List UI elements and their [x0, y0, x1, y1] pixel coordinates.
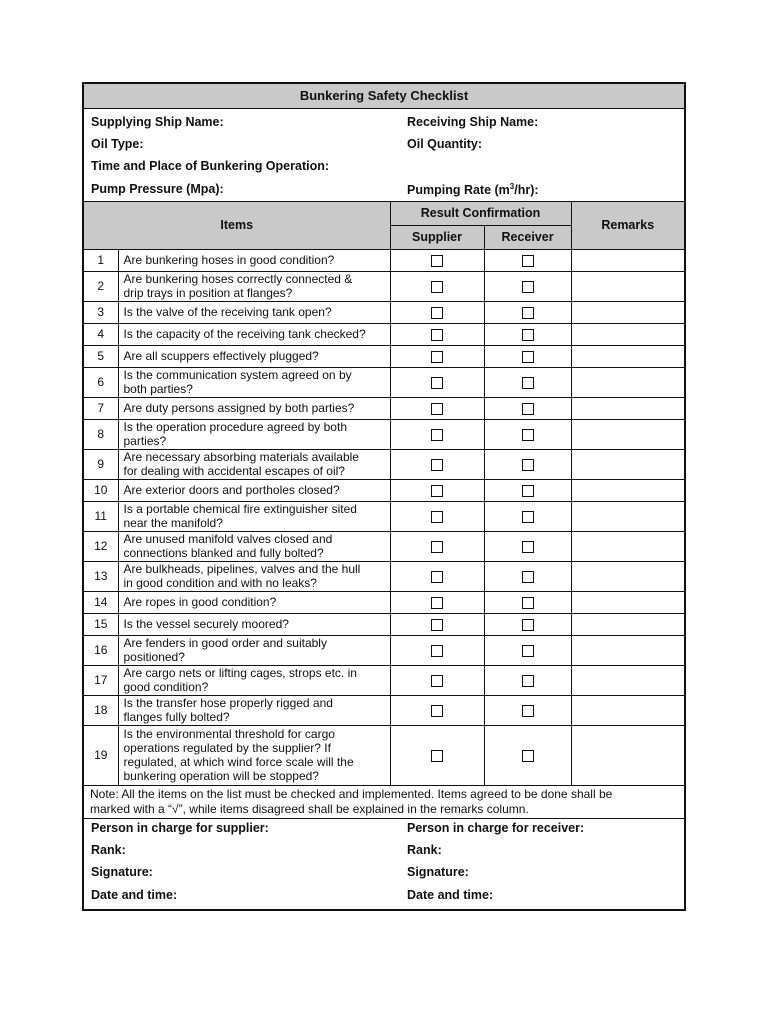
receiver-checkbox[interactable] — [522, 307, 534, 319]
item-question — [118, 323, 390, 345]
remarks-cell[interactable] — [571, 479, 684, 501]
receiver-check-cell — [484, 501, 571, 531]
supplier-checkbox[interactable] — [431, 619, 443, 631]
checklist-row — [84, 613, 684, 635]
supplier-check-cell — [390, 397, 484, 419]
supplier-checkbox[interactable] — [431, 459, 443, 471]
remarks-cell[interactable] — [571, 613, 684, 635]
item-question — [118, 249, 390, 271]
time-place-label: Time and Place of Bunkering Operation: — [91, 159, 330, 173]
item-question-line: Is the capacity of the receiving tank checked? — [123, 327, 366, 341]
supplier-checkbox[interactable] — [431, 329, 443, 341]
form-title: Bunkering Safety Checklist — [84, 84, 684, 109]
item-question-line: Are fenders in good order and suitably — [123, 636, 327, 650]
checklist-row — [84, 561, 684, 591]
item-number: 3 — [84, 301, 118, 323]
item-number: 17 — [84, 665, 118, 695]
checklist-row — [84, 479, 684, 501]
receiver-checkbox[interactable] — [522, 429, 534, 441]
item-question-line: near the manifold? — [123, 516, 223, 530]
supplier-checkbox[interactable] — [431, 511, 443, 523]
supplier-checkbox[interactable] — [431, 645, 443, 657]
receiver-checkbox[interactable] — [522, 645, 534, 657]
receiver-check-cell — [484, 561, 571, 591]
receiver-check-cell — [484, 665, 571, 695]
remarks-cell[interactable] — [571, 345, 684, 367]
item-question — [118, 271, 390, 301]
item-question — [118, 501, 390, 531]
item-question-line: Is a portable chemical fire extinguisher sited — [123, 502, 357, 516]
receiver-checkbox[interactable] — [522, 619, 534, 631]
item-question — [118, 367, 390, 397]
item-question-line: flanges fully bolted? — [123, 710, 230, 724]
supplier-check-cell — [390, 561, 484, 591]
receiver-checkbox[interactable] — [522, 675, 534, 687]
item-question-line: for dealing with accidental escapes of oil? — [123, 464, 345, 478]
item-question-line: Is the environmental threshold for cargo — [123, 727, 335, 741]
receiver-checkbox[interactable] — [522, 403, 534, 415]
item-question-line: positioned? — [123, 650, 185, 664]
item-number: 15 — [84, 613, 118, 635]
supplier-checkbox[interactable] — [431, 485, 443, 497]
receiver-check-cell — [484, 367, 571, 397]
signature-receiver-label: Signature: — [407, 864, 469, 879]
checklist-table — [84, 202, 684, 786]
supplier-check-cell — [390, 665, 484, 695]
supplier-check-cell — [390, 271, 484, 301]
result-confirmation-header: Result Confirmation — [390, 202, 571, 225]
item-number: 16 — [84, 635, 118, 665]
item-question-line: Are all scuppers effectively plugged? — [123, 349, 319, 363]
receiver-checkbox[interactable] — [522, 511, 534, 523]
date-supplier-label: Date and time: — [91, 887, 178, 902]
item-number: 4 — [84, 323, 118, 345]
receiver-check-cell — [484, 591, 571, 613]
receiver-checkbox[interactable] — [522, 459, 534, 471]
item-question — [118, 449, 390, 479]
checklist-row — [84, 249, 684, 271]
receiver-check-cell — [484, 531, 571, 561]
item-number: 14 — [84, 591, 118, 613]
item-question — [118, 591, 390, 613]
supplier-checkbox[interactable] — [431, 429, 443, 441]
item-number: 2 — [84, 271, 118, 301]
remarks-cell[interactable] — [571, 449, 684, 479]
receiver-check-cell — [484, 479, 571, 501]
note-line-2: marked with a “√”, while items disagreed shall be explained in the remarks column. — [90, 801, 529, 816]
remarks-cell[interactable] — [571, 249, 684, 271]
checklist-row — [84, 725, 684, 785]
receiver-check-cell — [484, 397, 571, 419]
item-number: 11 — [84, 501, 118, 531]
item-question-line: both parties? — [123, 382, 193, 396]
remarks-header: Remarks — [571, 202, 684, 249]
item-number: 19 — [84, 725, 118, 785]
item-question — [118, 345, 390, 367]
remarks-cell[interactable] — [571, 725, 684, 785]
item-question — [118, 301, 390, 323]
note-line-1: Note: All the items on the list must be checked and implemented. Items agreed to be done shall be — [90, 786, 613, 801]
supplier-checkbox[interactable] — [431, 675, 443, 687]
supplier-check-cell — [390, 249, 484, 271]
receiver-checkbox[interactable] — [522, 377, 534, 389]
person-supplier-label: Person in charge for supplier: — [91, 820, 269, 835]
item-question — [118, 613, 390, 635]
item-question-line: Are bunkering hoses correctly connected & — [123, 272, 353, 286]
supplier-check-cell — [390, 479, 484, 501]
item-question-line: connections blanked and fully bolted? — [123, 546, 324, 560]
supplier-check-cell — [390, 635, 484, 665]
item-question — [118, 725, 390, 785]
receiver-header: Receiver — [484, 225, 571, 249]
item-number: 13 — [84, 561, 118, 591]
item-question-line: Are bunkering hoses in good condition? — [123, 253, 335, 267]
rank-receiver-label: Rank: — [407, 842, 442, 857]
remarks-cell[interactable] — [571, 301, 684, 323]
oil-type-label: Oil Type: — [91, 137, 144, 151]
item-question — [118, 561, 390, 591]
item-question-line: Are duty persons assigned by both parties? — [123, 401, 355, 415]
supplier-check-cell — [390, 531, 484, 561]
supplier-checkbox[interactable] — [431, 307, 443, 319]
supplier-check-cell — [390, 613, 484, 635]
receiver-check-cell — [484, 613, 571, 635]
receiver-check-cell — [484, 323, 571, 345]
receiver-checkbox[interactable] — [522, 329, 534, 341]
note-section — [84, 786, 684, 819]
remarks-cell[interactable] — [571, 419, 684, 449]
supplier-checkbox[interactable] — [431, 541, 443, 553]
supplying-ship-label: Supplying Ship Name: — [91, 115, 224, 129]
receiver-checkbox[interactable] — [522, 571, 534, 583]
checklist-row — [84, 271, 684, 301]
item-question-line: Is the operation procedure agreed by both — [123, 420, 347, 434]
checklist-row — [84, 345, 684, 367]
signature-supplier-label: Signature: — [91, 864, 153, 879]
checklist-row — [84, 665, 684, 695]
supplier-checkbox[interactable] — [431, 403, 443, 415]
remarks-cell[interactable] — [571, 531, 684, 561]
supplier-checkbox[interactable] — [431, 750, 443, 762]
item-question-line: Are bulkheads, pipelines, valves and the hull — [123, 562, 361, 576]
supplier-check-cell — [390, 367, 484, 397]
pumping-rate-label: Pumping Rate $(m^3/hr)$: — [407, 182, 539, 198]
item-question-line: Are ropes in good condition? — [123, 595, 277, 609]
rank-supplier-label: Rank: — [91, 842, 126, 857]
receiver-checkbox[interactable] — [522, 705, 534, 717]
supplier-checkbox[interactable] — [431, 597, 443, 609]
receiver-check-cell — [484, 301, 571, 323]
checklist-row — [84, 301, 684, 323]
receiver-checkbox[interactable] — [522, 255, 534, 267]
remarks-cell[interactable] — [571, 367, 684, 397]
item-number: 7 — [84, 397, 118, 419]
receiver-checkbox[interactable] — [522, 351, 534, 363]
remarks-cell[interactable] — [571, 665, 684, 695]
items-header: Items — [84, 202, 390, 249]
item-number: 12 — [84, 531, 118, 561]
receiver-checkbox[interactable] — [522, 485, 534, 497]
supplier-check-cell — [390, 725, 484, 785]
supplier-checkbox[interactable] — [431, 571, 443, 583]
signoff-section — [84, 819, 684, 909]
checklist-row — [84, 449, 684, 479]
item-question-line: Are cargo nets or lifting cages, strops etc. in — [123, 666, 357, 680]
item-question — [118, 635, 390, 665]
supplier-check-cell — [390, 501, 484, 531]
pump-pressure-label: Pump Pressure (Mpa): — [91, 182, 224, 196]
item-question — [118, 397, 390, 419]
remarks-cell[interactable] — [571, 271, 684, 301]
checklist-row — [84, 531, 684, 561]
item-question — [118, 479, 390, 501]
ship-info-section — [84, 109, 684, 202]
date-receiver-label: Date and time: — [407, 887, 494, 902]
remarks-cell[interactable] — [571, 397, 684, 419]
item-question-line: in good condition and with no leaks? — [123, 576, 317, 590]
receiver-checkbox[interactable] — [522, 750, 534, 762]
supplier-checkbox[interactable] — [431, 255, 443, 267]
item-number: 6 — [84, 367, 118, 397]
supplier-check-cell — [390, 695, 484, 725]
item-question-line: Is the vessel securely moored? — [123, 617, 289, 631]
receiving-ship-label: Receiving Ship Name: — [407, 115, 539, 129]
supplier-check-cell — [390, 591, 484, 613]
item-question-line: Is the communication system agreed on by — [123, 368, 352, 382]
item-question-line: operations regulated by the supplier? If — [123, 741, 331, 755]
receiver-check-cell — [484, 725, 571, 785]
item-number: 5 — [84, 345, 118, 367]
checklist-row — [84, 323, 684, 345]
supplier-check-cell — [390, 345, 484, 367]
remarks-cell[interactable] — [571, 695, 684, 725]
item-question — [118, 419, 390, 449]
checklist-row — [84, 635, 684, 665]
item-question — [118, 665, 390, 695]
receiver-checkbox[interactable] — [522, 541, 534, 553]
item-question — [118, 531, 390, 561]
remarks-cell[interactable] — [571, 635, 684, 665]
supplier-checkbox[interactable] — [431, 377, 443, 389]
item-question-line: good condition? — [123, 680, 209, 694]
item-question-line: bunkering operation will be stopped? — [123, 769, 319, 783]
checklist-row — [84, 501, 684, 531]
item-question — [118, 695, 390, 725]
receiver-check-cell — [484, 345, 571, 367]
supplier-checkbox[interactable] — [431, 705, 443, 717]
item-question-line: drip trays in position at flanges? — [123, 286, 293, 300]
checklist-row — [84, 419, 684, 449]
remarks-cell[interactable] — [571, 561, 684, 591]
checklist-row — [84, 367, 684, 397]
receiver-checkbox[interactable] — [522, 597, 534, 609]
item-question-line: Is the transfer hose properly rigged and — [123, 696, 333, 710]
checklist-row — [84, 591, 684, 613]
receiver-checkbox[interactable] — [522, 281, 534, 293]
supplier-check-cell — [390, 323, 484, 345]
remarks-cell[interactable] — [571, 323, 684, 345]
person-receiver-label: Person in charge for receiver: — [407, 820, 585, 835]
supplier-check-cell — [390, 449, 484, 479]
receiver-check-cell — [484, 249, 571, 271]
receiver-check-cell — [484, 419, 571, 449]
remarks-cell[interactable] — [571, 501, 684, 531]
supplier-checkbox[interactable] — [431, 351, 443, 363]
receiver-check-cell — [484, 449, 571, 479]
item-number: 8 — [84, 419, 118, 449]
item-question-line: parties? — [123, 434, 167, 448]
item-number: 18 — [84, 695, 118, 725]
receiver-check-cell — [484, 695, 571, 725]
item-question-line: Is the valve of the receiving tank open? — [123, 305, 332, 319]
supplier-check-cell — [390, 301, 484, 323]
checklist-row — [84, 695, 684, 725]
supplier-header: Supplier — [390, 225, 484, 249]
receiver-check-cell — [484, 635, 571, 665]
item-number: 1 — [84, 249, 118, 271]
item-number: 9 — [84, 449, 118, 479]
item-question-line: regulated, at which wind force scale will the — [123, 755, 354, 769]
item-question-line: Are necessary absorbing materials available — [123, 450, 359, 464]
item-question-line: Are unused manifold valves closed and — [123, 532, 333, 546]
item-number: 10 — [84, 479, 118, 501]
receiver-check-cell — [484, 271, 571, 301]
supplier-check-cell — [390, 419, 484, 449]
oil-quantity-label: Oil Quantity: — [407, 137, 482, 151]
item-question-line: Are exterior doors and portholes closed? — [123, 483, 340, 497]
checklist-row — [84, 397, 684, 419]
remarks-cell[interactable] — [571, 591, 684, 613]
checklist-form — [82, 82, 686, 911]
supplier-checkbox[interactable] — [431, 281, 443, 293]
